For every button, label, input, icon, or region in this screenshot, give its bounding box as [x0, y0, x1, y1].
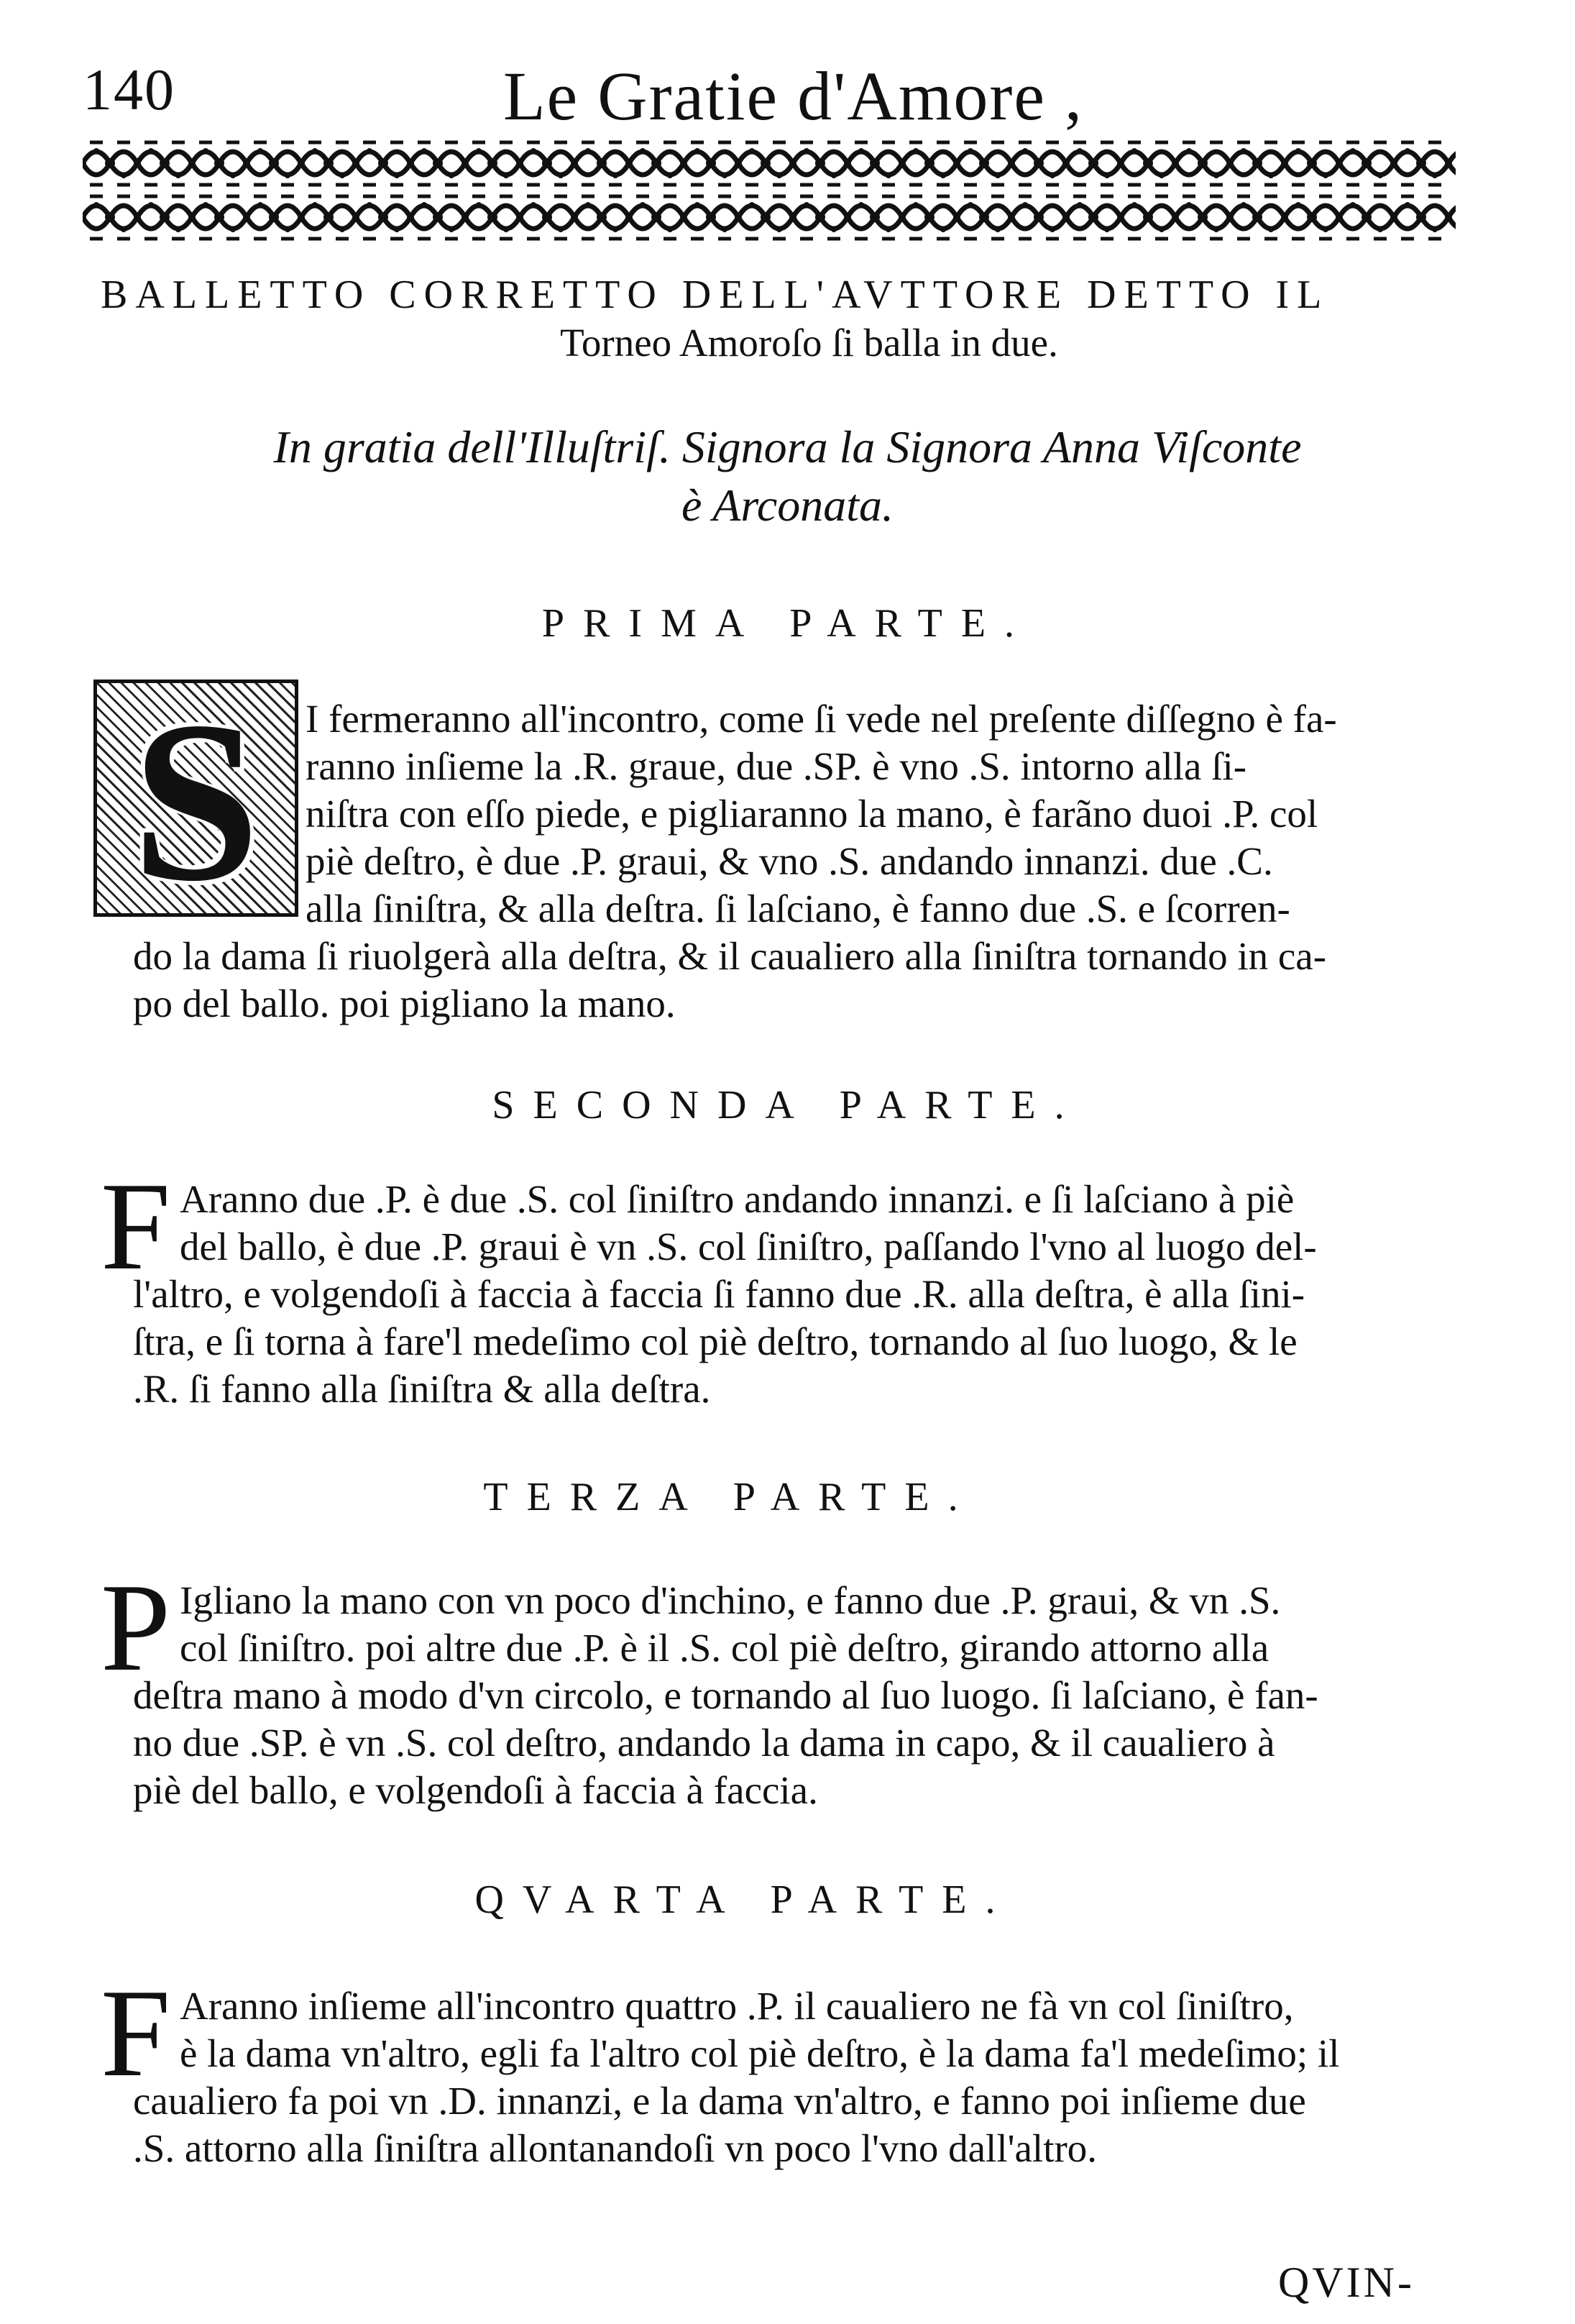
dedication-line-1: In gratia dell'Illuſtriſ. Signora la Signora Anna Viſconte [273, 421, 1302, 472]
text-line: I fermeranno all'incontro, come ſi vede nel preſente diſſegno è fa- [306, 697, 1337, 741]
running-title: Le Gratie d'Amore , [503, 58, 1083, 134]
text-line: deſtra mano à modo d'vn circolo, e tornando al ſuo luogo. ſi laſciano, è fan- [133, 1673, 1318, 1717]
section-heading-prima: PRIMA PARTE. [541, 601, 1034, 646]
text-line: do la dama ſi riuolgerà alla deſtra, & il caualiero alla ſiniſtra tornando in ca- [133, 934, 1327, 978]
text-line: no due .SP. è vn .S. col deſtro, andando la dama in capo, & il caualiero à [133, 1721, 1275, 1765]
text-line: Aranno inſieme all'incontro quattro .P. il caualiero ne fà vn col ſiniſtro, [180, 1984, 1294, 2028]
main-title: BALLETTO CORRETTO DELL'AVTTORE DETTO IL [101, 273, 1330, 317]
text-line: niſtra con eſſo piede, e pigliaranno la mano, è farãno duoi .P. col [306, 792, 1318, 836]
text-line: po del ballo. poi pigliano la mano. [133, 982, 676, 1025]
catchword: QVIN- [1278, 2259, 1415, 2306]
drop-cap-f: F [101, 1156, 171, 1296]
text-line: è la dama vn'altro, egli fa l'altro col piè deſtro, è la dama fa'l medeſimo; il [180, 2031, 1340, 2075]
text-line: piè del ballo, e volgendoſi à faccia à faccia. [133, 1768, 818, 1812]
drop-cap-f: F [101, 1963, 171, 2103]
text-line: col ſiniſtro. poi altre due .P. è il .S. col piè deſtro, girando attorno alla [180, 1626, 1269, 1670]
text-line: l'altro, e volgendoſi à faccia à faccia ſi fanno due .R. alla deſtra, è alla ſini- [133, 1272, 1305, 1316]
text-line: ſtra, e ſi torna à fare'l medeſimo col piè deſtro, tornando al ſuo luogo, & le [133, 1319, 1298, 1363]
text-line: Igliano la mano con vn poco d'inchino, e fanno due .P. graui, & vn .S. [180, 1578, 1281, 1622]
text-line: alla ſiniſtra, & alla deſtra. ſi laſciano, è fanno due .S. e ſcorren- [306, 887, 1290, 930]
text-line: ranno inſieme la .R. graue, due .SP. è vno .S. intorno alla ſi- [306, 744, 1247, 788]
running-head [0, 56, 1575, 142]
section-heading-seconda: SECONDA PARTE. [492, 1083, 1083, 1127]
ornamental-border [83, 137, 1456, 244]
text-line: Aranno due .P. è due .S. col ſiniſtro andando innanzi. e ſi laſciano à piè [180, 1177, 1295, 1221]
drop-cap-p: P [101, 1557, 171, 1697]
sub-title: Torneo Amoroſo ſi balla in due. [560, 321, 1058, 365]
dedication-line-2: è Arconata. [681, 480, 894, 531]
section-heading-terza: TERZA PARTE. [483, 1475, 977, 1519]
text-line: del ballo, è due .P. graui è vn .S. col ſiniſtro, paſſando l'vno al luogo del- [180, 1225, 1317, 1268]
text-line: .R. ſi fanno alla ſiniſtra & alla deſtra. [133, 1367, 711, 1411]
text-line: caualiero fa poi vn .D. innanzi, e la dama vn'altro, e fanno poi inſieme due [133, 2079, 1306, 2123]
page-number: 140 [83, 57, 175, 122]
text-line: piè deſtro, è due .P. graui, & vno .S. andando innanzi. due .C. [306, 839, 1273, 883]
decorated-initial-s: S [93, 680, 298, 917]
text-line: .S. attorno alla ſiniſtra allontanandoſi vn poco l'vno dall'altro. [133, 2126, 1098, 2170]
section-heading-quarta: QVARTA PARTE. [474, 1877, 1014, 1922]
